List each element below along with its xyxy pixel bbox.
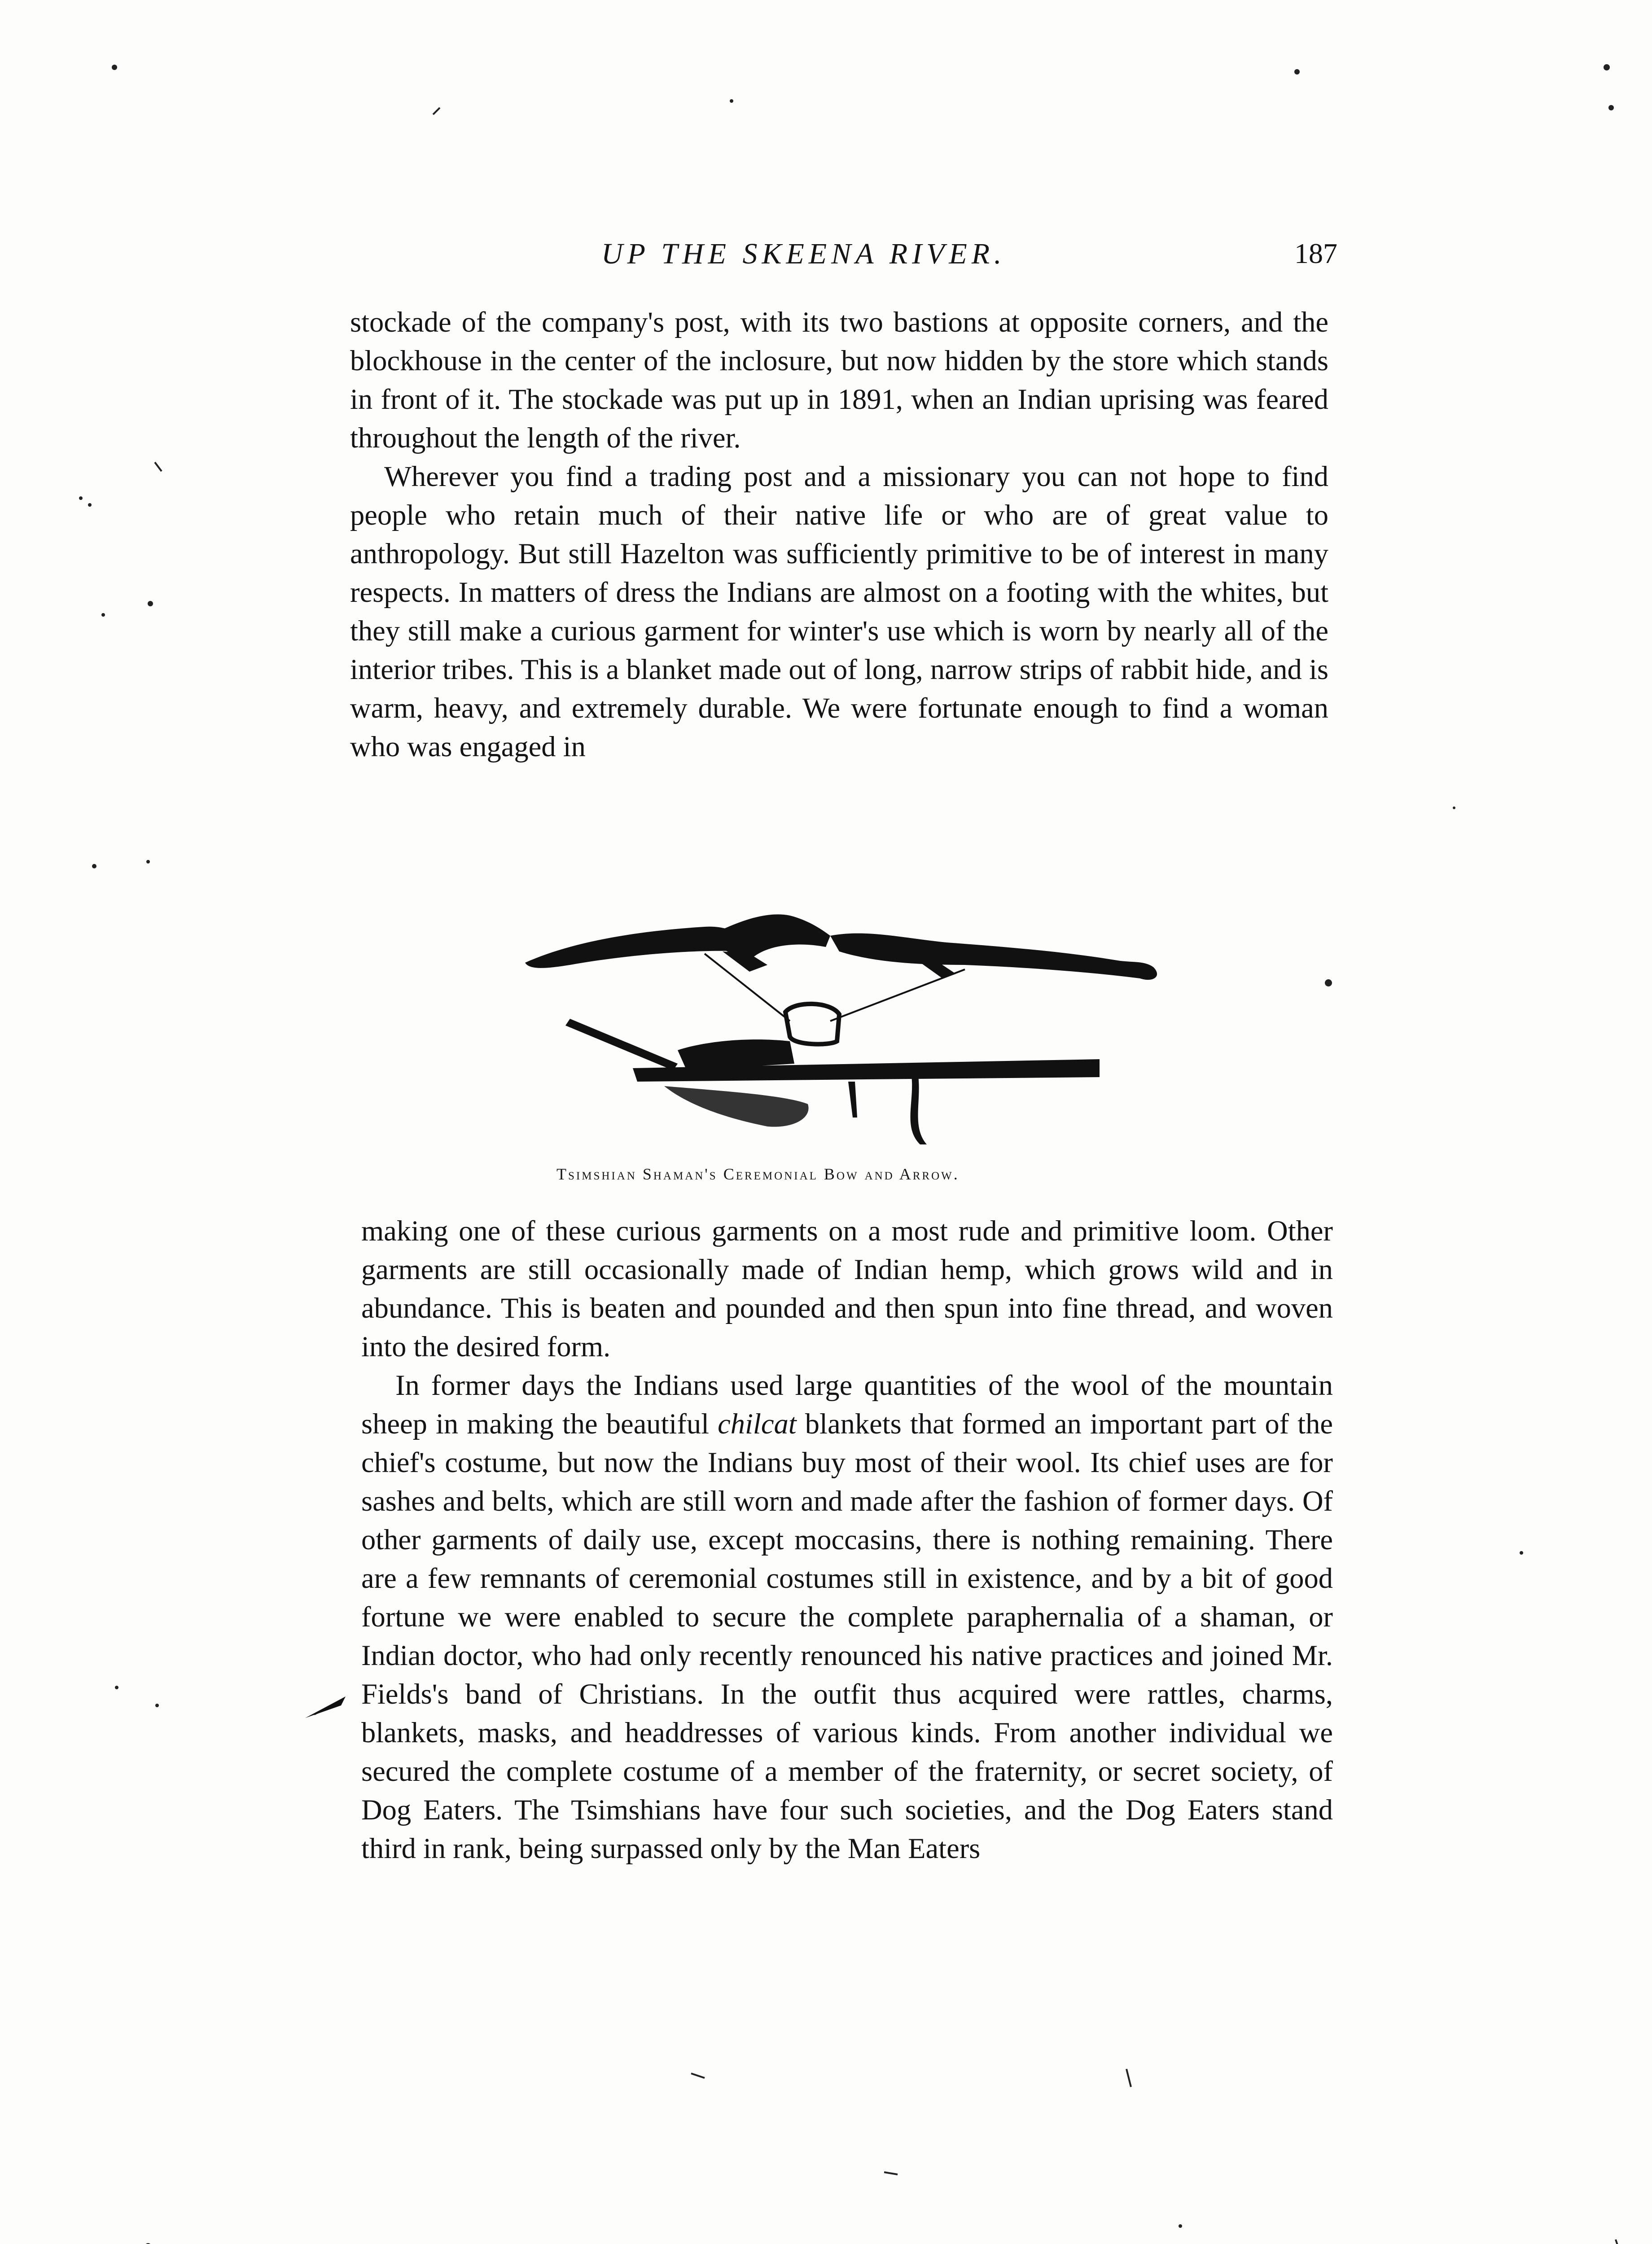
paragraph: Wherever you find a trading post and a missionary you can not hope to find people who retain much of their native life or who are of great value to anthropology. But still Hazelton was sufficiently primitive to be of interest in many respects. In matters of dress the Indians are almost on a footing with the whites, but they still make a curious garment for winter's use which is worn by nearly all of the interior tribes. This is a blanket made out of long, narrow strips of rabbit hide, and is warm, heavy, and extremely durable. We were fortunate enough to find a woman who was engaged in [350,460,1328,763]
illustration-bow-and-arrow [516,893,1216,1158]
running-header [350,237,1337,277]
bow-underside [723,951,767,972]
body-text-upper [350,303,1328,766]
paragraph: In former days the Indians used large quantities of the wool of the mountain sheep in making the beautiful chilcat blankets that formed an important part of the chief's costume, but now the Indians buy most of their wool. Its chief uses are for sashes and belts, which are still worn and made after the fashion of former days. Of other garments of daily use, except moccasins, there is nothing remaining. There are a few remnants of ceremonial costumes still in existence, and by a bit of good fortune we were enabled to secure the complete paraphernalia of a shaman, or Indian doctor, who had only recently renounced his native practices and joined Mr. Fields's band of Christians. In the outfit thus acquired were rattles, charms, blankets, masks, and headdresses of various kinds. From another individual we secured the complete costume of a member of the fraternity, or secret society, of Dog Eaters. The Tsimshians have four such societies, and the Dog Eaters stand third in rank, being surpassed only by the Man Eaters [361,1369,1333,1864]
figure-caption: Tsimshian Shaman's Ceremonial Bow and Arrow. [557,1165,960,1183]
arrow-head [565,1019,678,1070]
page-number: 187 [1294,237,1337,269]
bow-and-arrow-drawing [516,893,1216,1158]
paragraph: making one of these curious garments on a most rude and primitive loom. Other garments are still occasionally made of Indian hemp, which grows wild and in abundance. This is beaten and pounded and then spun into fine thread, and woven into the desired form. [361,1215,1333,1363]
running-title: UP THE SKEENA RIVER. [601,237,1006,270]
body-text-lower [361,1212,1333,1868]
bow-right-limb [830,934,1157,980]
paragraph: stockade of the company's post, with its two bastions at opposite corners, and the blockhouse in the center of the inclosure, but now hidden by the store which stands in front of it. The stockade was put up in 1891, when an Indian uprising was feared throughout the length of the river. [350,306,1328,454]
